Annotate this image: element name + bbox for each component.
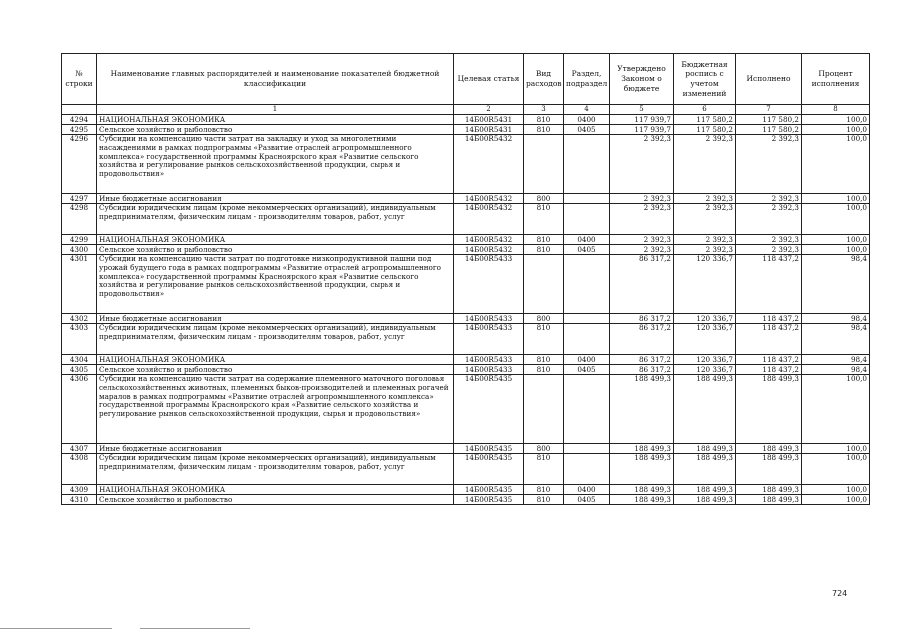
row-executed: 2 392,3 bbox=[736, 135, 802, 194]
row-approved: 86 317,2 bbox=[610, 314, 674, 324]
row-name: Субсидии на компенсацию части затрат на содержание племенного маточного поголовья сельскохозяйственных животных, племенных быков-производителей и племенных рогачей маралов в рамках подпрограммы «Развитие отраслей агропромышленного комплекса» государственной программы Красноярского края «Развитие сельского хозяйства и регулирование рынков сельскохозяйственной продукции, сырья и продовольствия» bbox=[97, 375, 454, 444]
row-budget-plan: 2 392,3 bbox=[674, 204, 736, 235]
row-executed: 118 437,2 bbox=[736, 355, 802, 365]
row-number: 4307 bbox=[62, 444, 97, 454]
row-section: 0405 bbox=[564, 365, 610, 375]
row-target-article: 14Б00R5432 bbox=[454, 245, 524, 255]
row-expense-type: 810 bbox=[524, 245, 564, 255]
row-name: Субсидии юридическим лицам (кроме некоммерческих организаций), индивидуальным предпринимателям, физическим лицам - производителям товаров, работ, услуг bbox=[97, 204, 454, 235]
row-expense-type: 800 bbox=[524, 314, 564, 324]
row-section bbox=[564, 194, 610, 204]
row-name: Сельское хозяйство и рыболовство bbox=[97, 245, 454, 255]
row-section: 0400 bbox=[564, 115, 610, 125]
row-number: 4306 bbox=[62, 375, 97, 444]
row-budget-plan: 188 499,3 bbox=[674, 444, 736, 454]
row-percent: 98,4 bbox=[802, 324, 870, 355]
header-expense-type: Вид расходов bbox=[524, 54, 564, 105]
row-name: Сельское хозяйство и рыболовство bbox=[97, 365, 454, 375]
column-number: 8 bbox=[802, 105, 870, 115]
row-approved: 188 499,3 bbox=[610, 444, 674, 454]
header-approved: Утверждено Законом о бюджете bbox=[610, 54, 674, 105]
row-expense-type bbox=[524, 375, 564, 444]
page-number: 724 bbox=[832, 589, 848, 598]
row-section bbox=[564, 375, 610, 444]
row-expense-type: 810 bbox=[524, 204, 564, 235]
row-number: 4301 bbox=[62, 255, 97, 314]
row-section bbox=[564, 204, 610, 235]
row-target-article: 14Б00R5435 bbox=[454, 375, 524, 444]
row-executed: 117 580,2 bbox=[736, 115, 802, 125]
row-approved: 86 317,2 bbox=[610, 365, 674, 375]
row-target-article: 14Б00R5433 bbox=[454, 365, 524, 375]
row-section bbox=[564, 135, 610, 194]
row-section bbox=[564, 454, 610, 485]
table-row bbox=[62, 375, 870, 444]
row-name: Иные бюджетные ассигнования bbox=[97, 314, 454, 324]
row-percent: 100,0 bbox=[802, 245, 870, 255]
row-percent: 100,0 bbox=[802, 485, 870, 495]
row-target-article: 14Б00R5431 bbox=[454, 125, 524, 135]
row-number: 4308 bbox=[62, 454, 97, 485]
table-row bbox=[62, 135, 870, 194]
budget-execution-table bbox=[61, 53, 870, 505]
row-percent: 100,0 bbox=[802, 495, 870, 505]
row-expense-type: 800 bbox=[524, 444, 564, 454]
row-percent: 100,0 bbox=[802, 194, 870, 204]
row-section bbox=[564, 324, 610, 355]
row-percent: 100,0 bbox=[802, 444, 870, 454]
row-budget-plan: 188 499,3 bbox=[674, 454, 736, 485]
table-row bbox=[62, 454, 870, 485]
row-executed: 2 392,3 bbox=[736, 235, 802, 245]
row-approved: 188 499,3 bbox=[610, 375, 674, 444]
row-budget-plan: 2 392,3 bbox=[674, 235, 736, 245]
row-budget-plan: 120 336,7 bbox=[674, 314, 736, 324]
table-row bbox=[62, 115, 870, 125]
row-expense-type: 810 bbox=[524, 495, 564, 505]
row-section: 0405 bbox=[564, 125, 610, 135]
row-executed: 188 499,3 bbox=[736, 454, 802, 485]
row-executed: 118 437,2 bbox=[736, 255, 802, 314]
row-section: 0405 bbox=[564, 495, 610, 505]
row-approved: 188 499,3 bbox=[610, 485, 674, 495]
row-approved: 2 392,3 bbox=[610, 204, 674, 235]
row-percent: 100,0 bbox=[802, 375, 870, 444]
row-number: 4305 bbox=[62, 365, 97, 375]
row-approved: 2 392,3 bbox=[610, 245, 674, 255]
row-name: Иные бюджетные ассигнования bbox=[97, 444, 454, 454]
row-executed: 2 392,3 bbox=[736, 204, 802, 235]
row-target-article: 14Б00R5435 bbox=[454, 454, 524, 485]
row-section bbox=[564, 255, 610, 314]
row-budget-plan: 120 336,7 bbox=[674, 324, 736, 355]
row-target-article: 14Б00R5435 bbox=[454, 495, 524, 505]
row-approved: 2 392,3 bbox=[610, 135, 674, 194]
row-percent: 98,4 bbox=[802, 255, 870, 314]
row-percent: 100,0 bbox=[802, 235, 870, 245]
row-number: 4310 bbox=[62, 495, 97, 505]
row-executed: 188 499,3 bbox=[736, 485, 802, 495]
table-row bbox=[62, 125, 870, 135]
row-percent: 98,4 bbox=[802, 365, 870, 375]
row-section: 0405 bbox=[564, 245, 610, 255]
row-name: Иные бюджетные ассигнования bbox=[97, 194, 454, 204]
column-number: 4 bbox=[564, 105, 610, 115]
row-number: 4298 bbox=[62, 204, 97, 235]
row-budget-plan: 188 499,3 bbox=[674, 495, 736, 505]
row-target-article: 14Б00R5433 bbox=[454, 324, 524, 355]
row-percent: 100,0 bbox=[802, 125, 870, 135]
row-number: 4302 bbox=[62, 314, 97, 324]
row-name: Субсидии юридическим лицам (кроме некоммерческих организаций), индивидуальным предпринимателям, физическим лицам - производителям товаров, работ, услуг bbox=[97, 454, 454, 485]
row-budget-plan: 188 499,3 bbox=[674, 485, 736, 495]
row-name: НАЦИОНАЛЬНАЯ ЭКОНОМИКА bbox=[97, 115, 454, 125]
row-budget-plan: 188 499,3 bbox=[674, 375, 736, 444]
row-target-article: 14Б00R5433 bbox=[454, 314, 524, 324]
table-row bbox=[62, 245, 870, 255]
scan-edge-line bbox=[0, 628, 112, 629]
row-section: 0400 bbox=[564, 485, 610, 495]
row-approved: 188 499,3 bbox=[610, 495, 674, 505]
row-executed: 188 499,3 bbox=[736, 495, 802, 505]
row-budget-plan: 2 392,3 bbox=[674, 135, 736, 194]
row-expense-type bbox=[524, 255, 564, 314]
scan-edge-line bbox=[140, 628, 250, 629]
row-name: Сельское хозяйство и рыболовство bbox=[97, 495, 454, 505]
row-expense-type: 810 bbox=[524, 454, 564, 485]
row-approved: 188 499,3 bbox=[610, 454, 674, 485]
header-percent: Процент исполнения bbox=[802, 54, 870, 105]
row-number: 4299 bbox=[62, 235, 97, 245]
table-row bbox=[62, 485, 870, 495]
column-number: 3 bbox=[524, 105, 564, 115]
row-name: НАЦИОНАЛЬНАЯ ЭКОНОМИКА bbox=[97, 235, 454, 245]
row-budget-plan: 117 580,2 bbox=[674, 115, 736, 125]
row-percent: 100,0 bbox=[802, 204, 870, 235]
row-expense-type: 810 bbox=[524, 115, 564, 125]
table-header-row bbox=[62, 54, 870, 105]
row-target-article: 14Б00R5432 bbox=[454, 194, 524, 204]
row-section: 0400 bbox=[564, 355, 610, 365]
row-percent: 100,0 bbox=[802, 135, 870, 194]
table-row bbox=[62, 204, 870, 235]
row-number: 4296 bbox=[62, 135, 97, 194]
row-number: 4295 bbox=[62, 125, 97, 135]
row-budget-plan: 2 392,3 bbox=[674, 245, 736, 255]
row-name: Субсидии на компенсацию части затрат по подготовке низкопродуктивной пашни под урожай будущего года в рамках подпрограммы «Развитие отраслей агропромышленного комплекса» государственной программы Красноярского края «Развитие сельского хозяйства и регулирование рынков сельскохозяйственной продукции, сырья и продовольствия» bbox=[97, 255, 454, 314]
row-section bbox=[564, 444, 610, 454]
header-target-article: Целевая статья bbox=[454, 54, 524, 105]
row-target-article: 14Б00R5432 bbox=[454, 235, 524, 245]
column-number-blank bbox=[62, 105, 97, 115]
table-row bbox=[62, 314, 870, 324]
table-row bbox=[62, 365, 870, 375]
column-number: 7 bbox=[736, 105, 802, 115]
row-number: 4300 bbox=[62, 245, 97, 255]
table-row bbox=[62, 194, 870, 204]
row-executed: 2 392,3 bbox=[736, 194, 802, 204]
row-section: 0400 bbox=[564, 235, 610, 245]
header-name: Наименование главных распорядителей и наименование показателей бюджетной классификации bbox=[97, 54, 454, 105]
table-body bbox=[62, 115, 870, 505]
row-target-article: 14Б00R5432 bbox=[454, 135, 524, 194]
row-percent: 98,4 bbox=[802, 355, 870, 365]
column-number-row bbox=[62, 105, 870, 115]
row-approved: 117 939,7 bbox=[610, 125, 674, 135]
row-approved: 86 317,2 bbox=[610, 324, 674, 355]
table-row bbox=[62, 324, 870, 355]
header-section: Раздел, подраздел bbox=[564, 54, 610, 105]
row-executed: 118 437,2 bbox=[736, 365, 802, 375]
header-executed: Исполнено bbox=[736, 54, 802, 105]
header-budget-plan: Бюджетная роспись с учетом изменений bbox=[674, 54, 736, 105]
row-number: 4304 bbox=[62, 355, 97, 365]
row-executed: 118 437,2 bbox=[736, 324, 802, 355]
column-number: 6 bbox=[674, 105, 736, 115]
row-name: Субсидии на компенсацию части затрат на закладку и уход за многолетними насаждениями в рамках подпрограммы «Развитие отраслей агропромышленного комплекса» государственной программы Красноярского края «Развитие сельского хозяйства и регулирование рынков сельскохозяйственной продукции, сырья и продовольствия» bbox=[97, 135, 454, 194]
row-name: НАЦИОНАЛЬНАЯ ЭКОНОМИКА bbox=[97, 355, 454, 365]
column-number: 5 bbox=[610, 105, 674, 115]
row-budget-plan: 2 392,3 bbox=[674, 194, 736, 204]
row-expense-type: 810 bbox=[524, 365, 564, 375]
table-row bbox=[62, 255, 870, 314]
row-approved: 86 317,2 bbox=[610, 255, 674, 314]
row-expense-type: 810 bbox=[524, 235, 564, 245]
row-percent: 100,0 bbox=[802, 115, 870, 125]
row-budget-plan: 120 336,7 bbox=[674, 365, 736, 375]
table-row bbox=[62, 235, 870, 245]
row-approved: 117 939,7 bbox=[610, 115, 674, 125]
column-number: 1 bbox=[97, 105, 454, 115]
row-name: Субсидии юридическим лицам (кроме некоммерческих организаций), индивидуальным предпринимателям, физическим лицам - производителям товаров, работ, услуг bbox=[97, 324, 454, 355]
row-expense-type: 810 bbox=[524, 125, 564, 135]
row-percent: 100,0 bbox=[802, 454, 870, 485]
row-section bbox=[564, 314, 610, 324]
row-target-article: 14Б00R5435 bbox=[454, 444, 524, 454]
row-approved: 2 392,3 bbox=[610, 235, 674, 245]
row-target-article: 14Б00R5433 bbox=[454, 355, 524, 365]
row-executed: 188 499,3 bbox=[736, 444, 802, 454]
row-number: 4297 bbox=[62, 194, 97, 204]
row-percent: 98,4 bbox=[802, 314, 870, 324]
row-executed: 2 392,3 bbox=[736, 245, 802, 255]
row-expense-type: 810 bbox=[524, 485, 564, 495]
row-expense-type: 810 bbox=[524, 355, 564, 365]
row-target-article: 14Б00R5433 bbox=[454, 255, 524, 314]
row-executed: 118 437,2 bbox=[736, 314, 802, 324]
row-expense-type: 810 bbox=[524, 324, 564, 355]
row-approved: 86 317,2 bbox=[610, 355, 674, 365]
row-budget-plan: 117 580,2 bbox=[674, 125, 736, 135]
row-target-article: 14Б00R5435 bbox=[454, 485, 524, 495]
table-row bbox=[62, 444, 870, 454]
row-number: 4303 bbox=[62, 324, 97, 355]
row-target-article: 14Б00R5431 bbox=[454, 115, 524, 125]
row-name: НАЦИОНАЛЬНАЯ ЭКОНОМИКА bbox=[97, 485, 454, 495]
row-approved: 2 392,3 bbox=[610, 194, 674, 204]
row-expense-type bbox=[524, 135, 564, 194]
row-expense-type: 800 bbox=[524, 194, 564, 204]
header-row-number: № строки bbox=[62, 54, 97, 105]
table-row bbox=[62, 355, 870, 365]
row-budget-plan: 120 336,7 bbox=[674, 255, 736, 314]
table-row bbox=[62, 495, 870, 505]
row-name: Сельское хозяйство и рыболовство bbox=[97, 125, 454, 135]
row-executed: 188 499,3 bbox=[736, 375, 802, 444]
column-number: 2 bbox=[454, 105, 524, 115]
row-budget-plan: 120 336,7 bbox=[674, 355, 736, 365]
row-number: 4294 bbox=[62, 115, 97, 125]
row-target-article: 14Б00R5432 bbox=[454, 204, 524, 235]
row-executed: 117 580,2 bbox=[736, 125, 802, 135]
row-number: 4309 bbox=[62, 485, 97, 495]
